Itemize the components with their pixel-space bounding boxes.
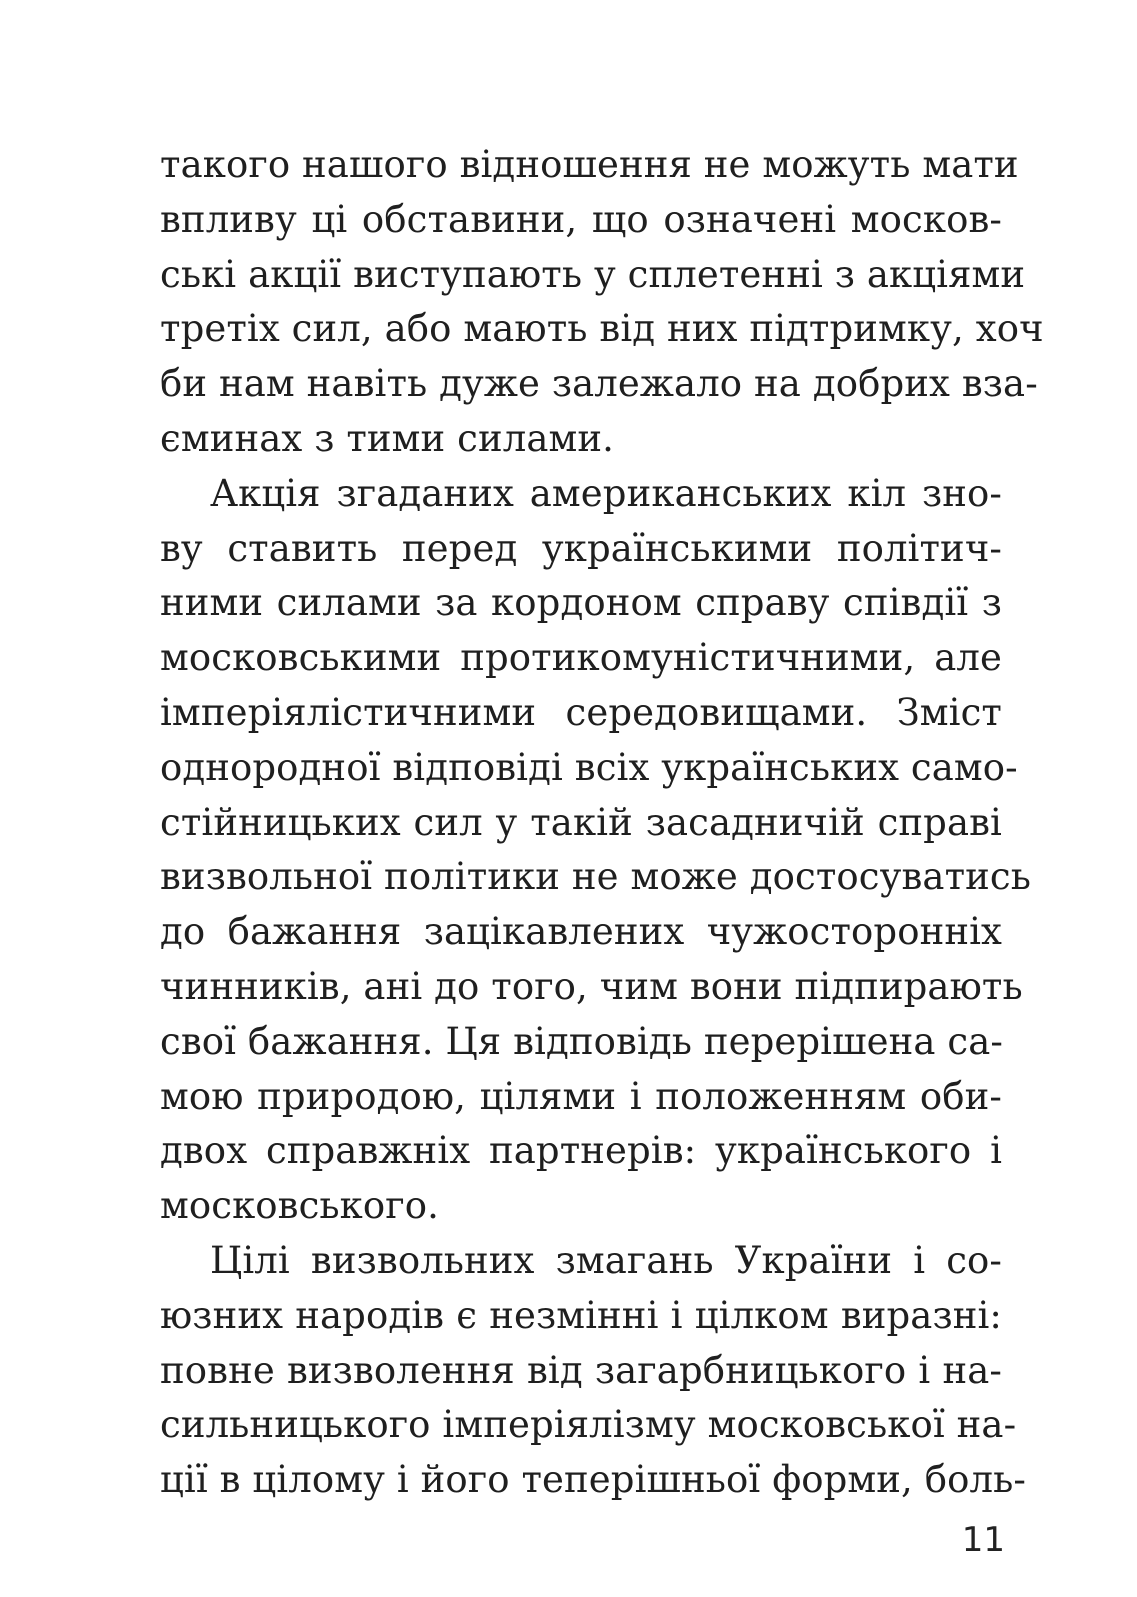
text-line: третіх сил, або мають від них підтримку, хоч [160, 307, 1044, 351]
text-line: свої бажання. Ця відповідь перерішена са- [160, 1019, 1003, 1063]
text-line: визвольної політики не може достосуватись [160, 855, 1031, 899]
text-line: ські акції виступають у сплетенні з акціями [160, 252, 1026, 296]
paragraph-3 [160, 1234, 1026, 1508]
text-line: імперіялістичними середовищами. Зміст [160, 690, 1002, 734]
paragraph-2 [160, 467, 1031, 1234]
text-line: московського. [160, 1184, 439, 1228]
text-line: впливу ці обставини, що означені москов- [160, 197, 1002, 241]
text-line: ції в цілому і його теперішньої форми, боль- [160, 1458, 1026, 1502]
text-line: ними силами за кордоном справу співдії з [160, 581, 1002, 625]
text-line: чинників, ані до того, чим вони підпирають [160, 964, 1023, 1008]
text-line: двох справжніх партнерів: українського і [160, 1129, 1002, 1173]
text-line: Цілі визвольних змагань України і со- [210, 1238, 1002, 1282]
text-line: сильницького імперіялізму московської на- [160, 1403, 1017, 1447]
body-text [160, 138, 1044, 1508]
page-number: 11 [961, 1520, 1005, 1560]
text-line: стійницьких сил у такій засадничій справі [160, 800, 1002, 844]
text-line: московськими протикомуністичними, але [160, 636, 1002, 680]
text-line: єминах з тими силами. [160, 416, 615, 460]
text-line: до бажання зацікавлених чужосторонніх [160, 910, 1002, 954]
text-line: такого нашого відношення не можуть мати [160, 143, 1019, 186]
text-line: Акція згаданих американських кіл зно- [210, 471, 1002, 515]
text-line: ву ставить перед українськими політич- [160, 526, 1002, 570]
text-line: однородної відповіді всіх українських само- [160, 745, 1018, 789]
paragraph-1 [160, 138, 1044, 467]
text-line: мою природою, цілями і положенням оби- [160, 1074, 1002, 1118]
text-line: би нам навіть дуже залежало на добрих вза- [160, 362, 1038, 406]
text-line: юзних народів є незмінні і цілком виразні: [160, 1293, 1002, 1337]
text-line: повне визволення від загарбницького і на- [160, 1348, 1002, 1392]
